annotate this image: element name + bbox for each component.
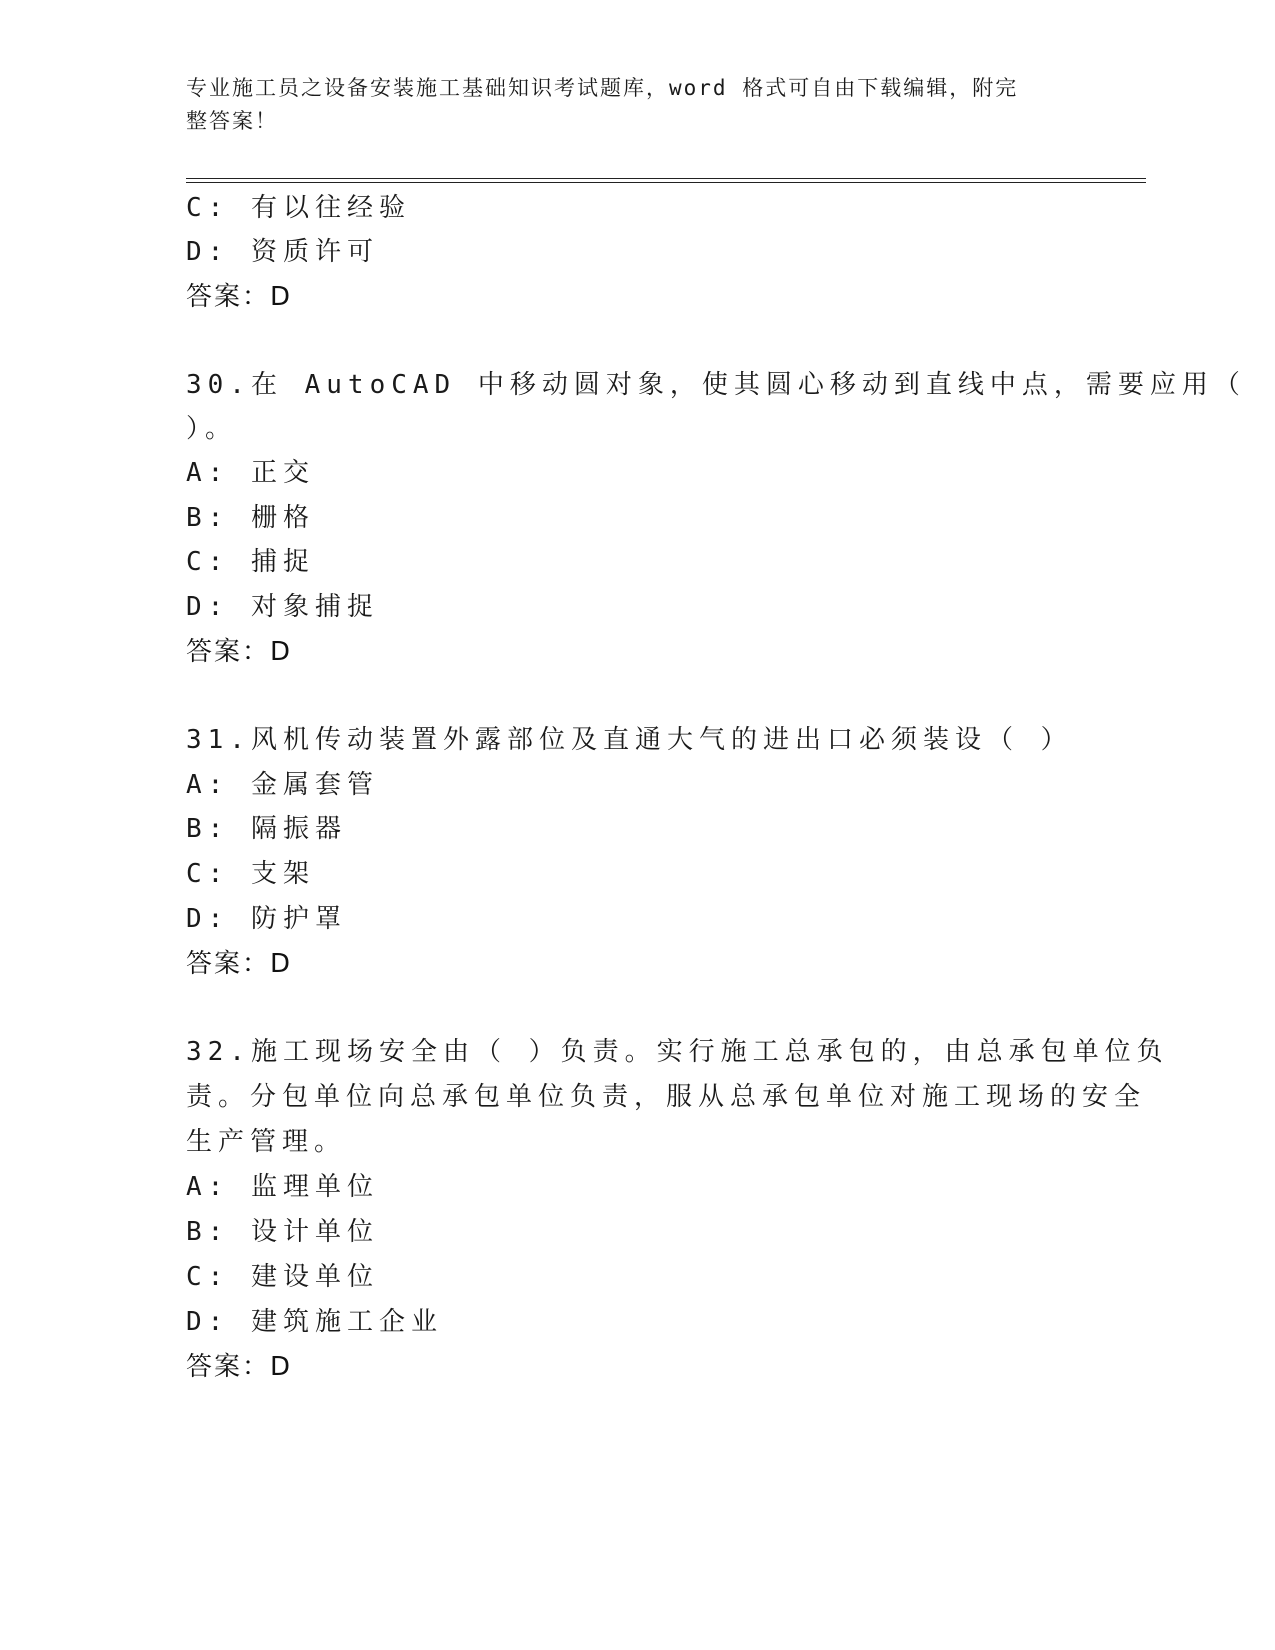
q31-option-b: B: 隔振器 [186, 814, 347, 844]
q32-text-line-2: 责。分包单位向总承包单位负责，服从总承包单位对施工现场的安全 [186, 1082, 1147, 1112]
document-header [186, 72, 1066, 138]
q32-text-line-3: 生产管理。 [186, 1127, 347, 1157]
q32-option-a: A: 监理单位 [186, 1172, 379, 1202]
q30-option-c: C: 捕捉 [186, 547, 315, 577]
q30-text-line-2: ）。 [186, 414, 238, 444]
q32-option-b: B: 设计单位 [186, 1217, 379, 1247]
header-line-1: 专业施工员之设备安装施工基础知识考试题库，word 格式可自由下载编辑，附完 [186, 76, 1019, 100]
q31-text-line-1: 31.风机传动装置外露部位及直通大气的进出口必须装设（ ） [186, 725, 1073, 755]
header-line-2: 整答案！ [186, 109, 278, 133]
q30-option-a: A: 正交 [186, 458, 315, 488]
q31-option-a: A: 金属套管 [186, 770, 379, 800]
q32-answer: 答案：D [186, 1352, 293, 1382]
q32-option-d: D: 建筑施工企业 [186, 1307, 443, 1337]
q32-text-line-1: 32.施工现场安全由（ ）负责。实行施工总承包的，由总承包单位负 [186, 1037, 1169, 1067]
q31-answer: 答案：D [186, 949, 293, 979]
header-divider-top [186, 178, 1146, 179]
q30-option-b: B: 栅格 [186, 503, 315, 533]
header-divider-bottom [186, 182, 1146, 183]
q31-option-c: C: 支架 [186, 859, 315, 889]
prev-answer: 答案：D [186, 282, 293, 312]
prev-option-d: D: 资质许可 [186, 237, 379, 267]
q32-option-c: C: 建设单位 [186, 1262, 379, 1292]
q30-answer: 答案：D [186, 637, 293, 667]
prev-option-c: C: 有以往经验 [186, 193, 411, 223]
q31-option-d: D: 防护罩 [186, 904, 347, 934]
q30-option-d: D: 对象捕捉 [186, 592, 379, 622]
q30-text-line-1: 30.在 AutoCAD 中移动圆对象，使其圆心移动到直线中点，需要应用（ [186, 370, 1246, 400]
